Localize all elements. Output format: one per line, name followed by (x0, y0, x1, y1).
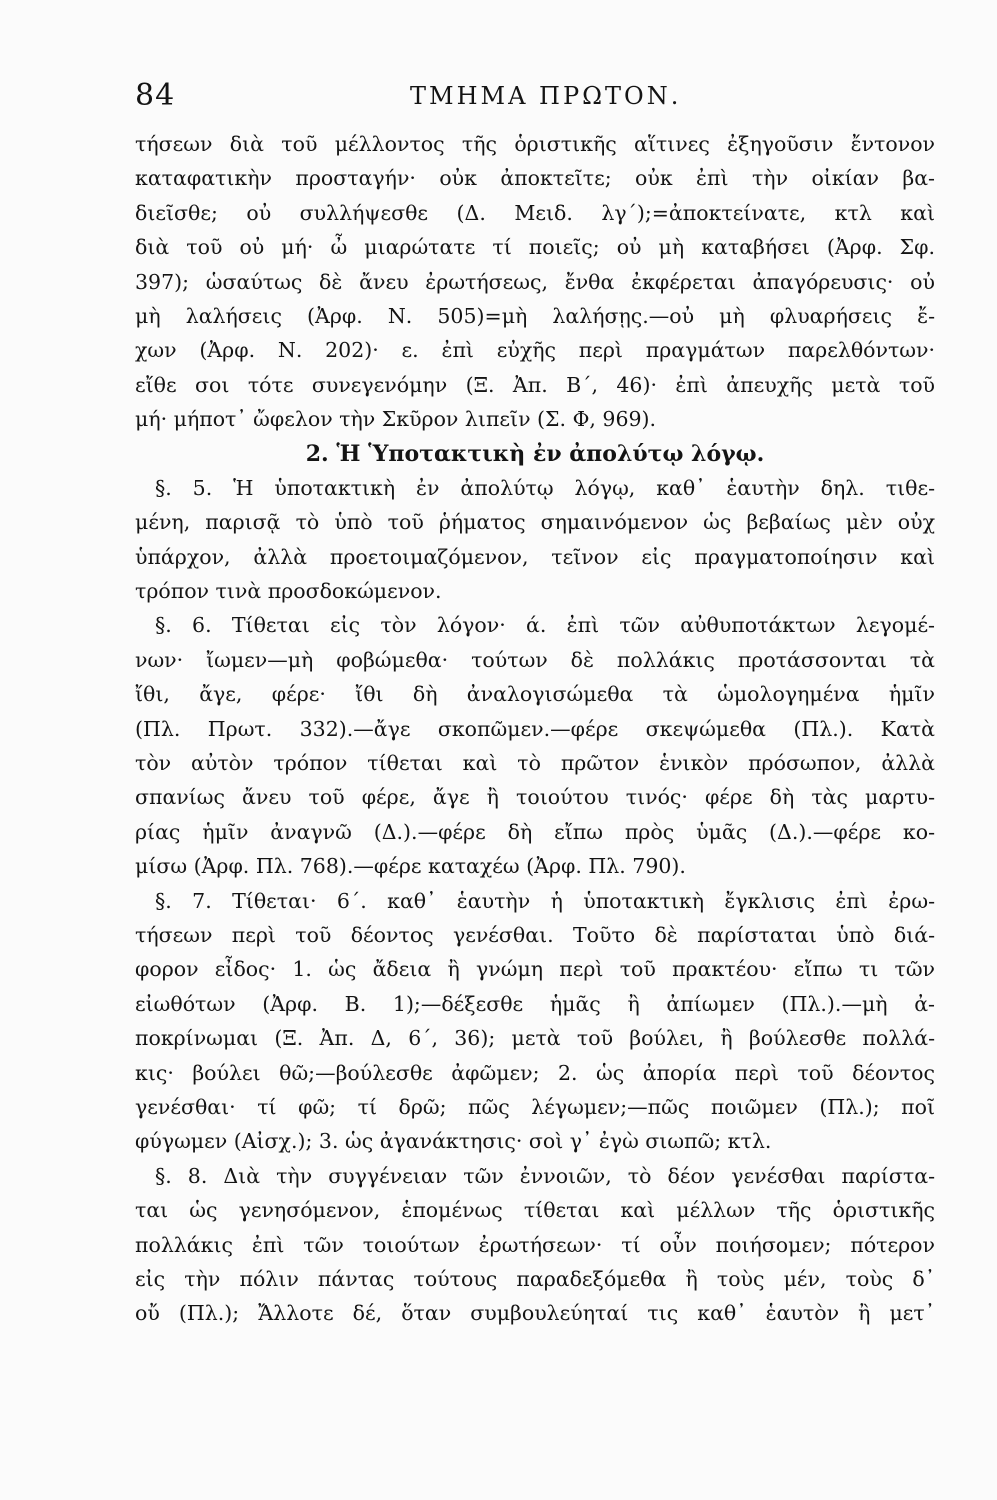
text-line: διεῖσθε; οὐ συλλήψεσθε (Δ. Μειδ. λγ΄);=ἀποκτείνατε, κτλ καὶ (135, 200, 935, 225)
text-line: ρίας ἡμῖν ἀναγνῶ (Δ.).—φέρε δὴ εἴπω πρὸς ὑμᾶς (Δ.).—φέρε κο- (135, 819, 935, 844)
paragraph-start-line: §. 5. Ἡ ὑποτακτικὴ ἐν ἀπολύτῳ λόγῳ, καθ᾽ ἑαυτὴν δηλ. τιθε- (155, 475, 935, 500)
text-line: τὸν αὐτὸν τρόπον τίθεται καὶ τὸ πρῶτον ἑνικὸν πρόσωπον, ἀλλὰ (135, 751, 935, 776)
text-line: πολλάκις ἐπὶ τῶν τοιούτων ἐρωτήσεων· τί οὖν ποιήσομεν; πότερον (135, 1232, 935, 1257)
paragraph-start-line: §. 8. Διὰ τὴν συγγένειαν τῶν ἐννοιῶν, τὸ δέον γενέσθαι παρίστα- (155, 1163, 935, 1188)
text-line: ὑπάρχον, ἀλλὰ προετοιμαζόμενον, τεῖνον εἰς πραγματοποίησιν καὶ (135, 544, 935, 569)
paragraph-start-line: §. 7. Τίθεται· 6΄. καθ᾽ ἑαυτὴν ἡ ὑποτακτικὴ ἔγκλισις ἐπὶ ἐρω- (155, 888, 935, 913)
text-line: τρόπον τινὰ προσδοκώμενον. (135, 579, 442, 604)
text-line: μίσω (Ἀρφ. Πλ. 768).—φέρε καταχέω (Ἀρφ. Πλ. 790). (135, 854, 686, 879)
text-line: σπανίως ἄνευ τοῦ φέρε, ἄγε ἢ τοιούτου τινός· φέρε δὴ τὰς μαρτυ- (135, 785, 935, 810)
section-heading: 2. Ἡ Ὑποτακτικὴ ἐν ἀπολύτῳ λόγῳ. (305, 440, 765, 467)
text-body (135, 127, 935, 1331)
text-line: εἰωθότων (Ἀρφ. Β. 1);—δέξεσθε ἡμᾶς ἢ ἀπίωμεν (Πλ.).—μὴ ἀ- (135, 991, 935, 1016)
text-line: κις· βούλει θῶ;—βούλεσθε ἀφῶμεν; 2. ὡς ἀπορία περὶ τοῦ δέοντος (135, 1060, 935, 1085)
text-line: μή· μήποτ᾽ ὤφελον τὴν Σκῦρον λιπεῖν (Σ. Φ, 969). (135, 407, 657, 432)
running-head: ΤΜΗΜΑ ΠΡΩΤΟΝ. (410, 82, 682, 110)
text-line: μένη, παρισᾷ τὸ ὑπὸ τοῦ ῥήματος σημαινόμενον ὡς βεβαίως μὲν οὐχ (135, 510, 935, 535)
text-line: 397); ὡσαύτως δὲ ἄνευ ἐρωτήσεως, ἔνθα ἐκφέρεται ἀπαγόρευσις· οὐ (135, 269, 935, 294)
text-line: (Πλ. Πρωτ. 332).—ἄγε σκοπῶμεν.—φέρε σκεψώμεθα (Πλ.). Κατὰ (135, 716, 935, 741)
text-line: εἴθε σοι τότε συνεγενόμην (Ξ. Ἀπ. Β΄, 46)· ἐπὶ ἀπευχῆς μετὰ τοῦ (135, 372, 935, 397)
text-line: καταφατικὴν προσταγήν· οὐκ ἀποκτεῖτε; οὐκ ἐπὶ τὴν οἰκίαν βα- (135, 166, 935, 191)
paragraph-start-line: §. 6. Τίθεται εἰς τὸν λόγον· ά. ἐπὶ τῶν αὐθυποτάκτων λεγομέ- (155, 613, 935, 638)
page-header (135, 78, 935, 118)
text-line: ται ὡς γενησόμενον, ἑπομένως τίθεται καὶ μέλλων τῆς ὁριστικῆς (135, 1198, 935, 1223)
text-line: μὴ λαλήσεις (Ἀρφ. Ν. 505)=μὴ λαλήσῃς.—οὐ μὴ φλυαρήσεις ἔ- (135, 303, 935, 328)
text-line: τήσεων περὶ τοῦ δέοντος γενέσθαι. Τοῦτο δὲ παρίσταται ὑπὸ διά- (135, 922, 935, 947)
text-line: νων· ἴωμεν—μὴ φοβώμεθα· τούτων δὲ πολλάκις προτάσσονται τὰ (135, 647, 935, 672)
text-line: εἰς τὴν πόλιν πάντας τούτους παραδεξόμεθα ἢ τοὺς μέν, τοὺς δ᾽ (135, 1266, 935, 1291)
text-line: φύγωμεν (Αἰσχ.); 3. ὡς ἀγανάκτησις· σοὶ γ᾽ ἐγὼ σιωπῶ; κτλ. (135, 1129, 772, 1154)
text-line: χων (Ἀρφ. Ν. 202)· ε. ἐπὶ εὐχῆς περὶ πραγμάτων παρελθόντων· (135, 338, 935, 363)
text-line: οὔ (Πλ.); Ἄλλοτε δέ, ὅταν συμβουλεύηταί τις καθ᾽ ἑαυτὸν ἢ μετ᾽ (135, 1301, 935, 1326)
text-line: ποκρίνωμαι (Ξ. Ἀπ. Δ, 6΄, 36); μετὰ τοῦ βούλει, ἢ βούλεσθε πολλά- (135, 1026, 935, 1051)
text-line: διὰ τοῦ οὐ μή· ὦ μιαρώτατε τί ποιεῖς; οὐ μὴ καταβήσει (Ἀρφ. Σφ. (135, 235, 935, 260)
text-line: γενέσθαι· τί φῶ; τί δρῶ; πῶς λέγωμεν;—πῶς ποιῶμεν (Πλ.); ποῖ (135, 1094, 935, 1119)
text-line: τήσεων διὰ τοῦ μέλλοντος τῆς ὁριστικῆς αἵτινες ἐξηγοῦσιν ἔντονον (135, 132, 935, 156)
page-number: 84 (135, 78, 176, 113)
text-line: φορον εἶδος· 1. ὡς ἄδεια ἢ γνώμη περὶ τοῦ πρακτέου· εἴπω τι τῶν (135, 957, 935, 982)
text-line: ἴθι, ἄγε, φέρε· ἴθι δὴ ἀναλογισώμεθα τὰ ὡμολογημένα ἡμῖν (135, 682, 935, 707)
